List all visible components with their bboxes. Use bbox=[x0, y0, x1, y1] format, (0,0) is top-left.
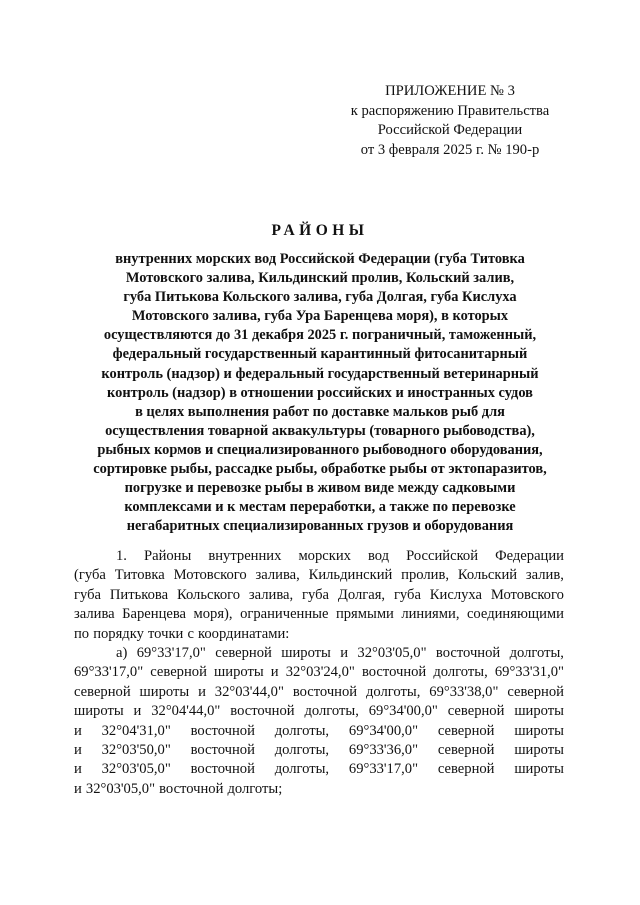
word: 1. bbox=[116, 548, 127, 564]
word: 32°03'05,0" bbox=[357, 645, 427, 662]
word: залив, bbox=[525, 567, 564, 584]
word: 69°33'31,0" bbox=[494, 664, 564, 681]
subtitle-line: Мотовского залива, губа Ура Баренцева моря), в которых bbox=[131, 308, 509, 325]
word: долготы, bbox=[366, 683, 421, 700]
word: северной bbox=[150, 664, 207, 681]
word: залива, bbox=[248, 586, 294, 603]
body-line bbox=[74, 780, 564, 799]
word: Кильдинский bbox=[308, 567, 393, 584]
word: ограниченные bbox=[240, 606, 329, 623]
word: прямыми bbox=[335, 606, 394, 623]
body-line bbox=[74, 586, 564, 605]
word: долготы, bbox=[433, 664, 488, 681]
word: точки bbox=[148, 625, 184, 642]
word: широты bbox=[514, 761, 564, 778]
word: и bbox=[270, 664, 279, 681]
word: долготы, bbox=[304, 703, 359, 720]
word: северной bbox=[437, 761, 495, 778]
word: Титовка bbox=[114, 567, 165, 584]
word: губа bbox=[74, 586, 101, 603]
word: восточной bbox=[435, 645, 501, 662]
word: 69°33'17,0" bbox=[74, 664, 144, 681]
appendix-header bbox=[340, 82, 560, 160]
word: северной bbox=[447, 703, 505, 720]
word: широты bbox=[514, 722, 564, 739]
appendix-line: к распоряжению Правительства bbox=[350, 102, 550, 119]
subtitle-line: рыбных кормов и специализированного рыбоводного оборудования, bbox=[97, 441, 543, 458]
document-body bbox=[74, 547, 564, 799]
word: Питькова bbox=[109, 586, 169, 603]
subtitle-line: контроль (надзор) и федеральный государственный ветеринарный bbox=[101, 365, 539, 382]
word: Мотовского bbox=[173, 567, 247, 584]
body-line bbox=[74, 625, 564, 644]
word: залива bbox=[74, 606, 115, 623]
word: Баренцева bbox=[122, 606, 187, 623]
word: Кольский bbox=[457, 567, 518, 584]
word: соединяющими bbox=[466, 606, 564, 623]
body-line bbox=[74, 741, 564, 760]
word: 32°03'05,0" bbox=[85, 780, 156, 797]
word: 69°33'36,0" bbox=[348, 742, 419, 759]
subtitle-line: негабаритных специализированных грузов и оборудования bbox=[126, 518, 514, 535]
word: долготы, bbox=[274, 722, 330, 739]
word: восточной bbox=[190, 742, 255, 759]
word: морских bbox=[298, 548, 351, 564]
word: долготы; bbox=[227, 780, 283, 797]
word: 32°04'44,0" bbox=[151, 703, 221, 720]
subtitle-line: Мотовского залива, Кильдинский пролив, Кольский залив, bbox=[125, 270, 515, 287]
word: и bbox=[340, 645, 349, 662]
word: широты bbox=[514, 742, 564, 759]
word: Федерации bbox=[495, 548, 564, 564]
body-line bbox=[74, 702, 564, 721]
word: Кислуха bbox=[429, 586, 482, 603]
subtitle-line: осуществления товарной аквакультуры (товарного рыбоводства), bbox=[105, 422, 535, 439]
word: восточной bbox=[190, 761, 255, 778]
word: 32°04'31,0" bbox=[101, 722, 171, 739]
document-subtitle bbox=[74, 250, 566, 536]
word: широты bbox=[74, 703, 124, 720]
word: порядку bbox=[93, 625, 144, 642]
word: залива, bbox=[255, 567, 300, 584]
word: восточной bbox=[230, 703, 295, 720]
word: и bbox=[74, 780, 82, 797]
body-line bbox=[74, 644, 564, 663]
word: восточной bbox=[159, 780, 224, 797]
word: широты bbox=[214, 664, 264, 681]
word: и bbox=[133, 703, 142, 720]
body-line bbox=[74, 663, 564, 682]
word: северной bbox=[437, 742, 495, 759]
word: (губа bbox=[74, 567, 106, 584]
appendix-line: ПРИЛОЖЕНИЕ № 3 bbox=[385, 83, 515, 99]
word: и bbox=[74, 742, 82, 759]
word: 32°03'44,0" bbox=[214, 683, 284, 700]
word: 32°03'05,0" bbox=[101, 761, 171, 778]
word: северной bbox=[507, 683, 564, 700]
word: северной bbox=[215, 645, 272, 662]
word: Российской bbox=[406, 548, 479, 564]
word: северной bbox=[437, 722, 495, 739]
word: широты bbox=[281, 645, 331, 662]
appendix-line: от 3 февраля 2025 г. № 190-р bbox=[360, 141, 540, 158]
word: и bbox=[74, 761, 82, 778]
subtitle-line: осуществляются до 31 декабря 2025 г. пограничный, таможенный, bbox=[103, 327, 537, 344]
body-line bbox=[74, 566, 564, 585]
subtitle-line: сортировке рыбы, рассадке рыбы, обработке рыбы от эктопаразитов, bbox=[93, 461, 547, 478]
word: восточной bbox=[361, 664, 427, 681]
word: долготы, bbox=[274, 761, 330, 778]
word: 69°33'17,0" bbox=[348, 761, 419, 778]
appendix-line: Российской Федерации bbox=[377, 122, 523, 138]
subtitle-line: в целях выполнения работ по доставке мальков рыб для bbox=[135, 403, 505, 420]
word: координатами: bbox=[198, 625, 290, 642]
word: широты bbox=[514, 703, 564, 720]
word: внутренних bbox=[208, 548, 282, 564]
word: и bbox=[74, 722, 82, 739]
subtitle-line: погрузке и перевозке рыбы в живом виде между садковыми bbox=[124, 480, 516, 497]
word: Кольского bbox=[176, 586, 241, 603]
word: долготы, bbox=[509, 645, 564, 662]
word: долготы, bbox=[274, 742, 330, 759]
word: вод bbox=[367, 548, 390, 564]
word: 69°33'38,0" bbox=[429, 683, 499, 700]
word: губа bbox=[393, 586, 421, 603]
subtitle-line: комплексами и к местам переработки, а также по перевозке bbox=[124, 499, 516, 516]
subtitle-line: федеральный государственный карантинный фитосанитарный bbox=[112, 346, 528, 363]
word: по bbox=[74, 625, 90, 642]
body-line bbox=[74, 760, 564, 779]
word: северной bbox=[74, 683, 131, 700]
word: 32°03'24,0" bbox=[285, 664, 355, 681]
word: линиями, bbox=[401, 606, 460, 623]
subtitle-line: внутренних морских вод Российской Федерации (губа Титовка bbox=[115, 251, 525, 267]
body-line bbox=[74, 547, 564, 566]
word: пролив, bbox=[401, 567, 449, 584]
word: Долгая, bbox=[337, 586, 386, 603]
word: восточной bbox=[292, 683, 358, 700]
document-title: РАЙОНЫ bbox=[271, 222, 369, 239]
word: широты bbox=[139, 683, 190, 700]
word: Мотовского bbox=[490, 586, 564, 603]
word: и bbox=[198, 683, 206, 700]
body-line bbox=[74, 683, 564, 702]
word: 69°33'17,0" bbox=[136, 645, 206, 662]
word: губа bbox=[302, 586, 330, 603]
body-line bbox=[74, 722, 564, 741]
body-line bbox=[74, 605, 564, 624]
subtitle-line: губа Питькова Кольского залива, губа Долгая, губа Кислуха bbox=[123, 289, 517, 306]
subtitle-line: контроль (надзор) в отношении российских и иностранных судов bbox=[107, 384, 533, 401]
word: 32°03'50,0" bbox=[101, 742, 171, 759]
word: с bbox=[187, 625, 194, 642]
word: моря), bbox=[193, 606, 233, 623]
word: Районы bbox=[143, 548, 192, 564]
word: 69°34'00,0" bbox=[368, 703, 438, 720]
word: 69°34'00,0" bbox=[348, 722, 419, 739]
word: восточной bbox=[190, 722, 255, 739]
word: а) bbox=[116, 645, 128, 662]
